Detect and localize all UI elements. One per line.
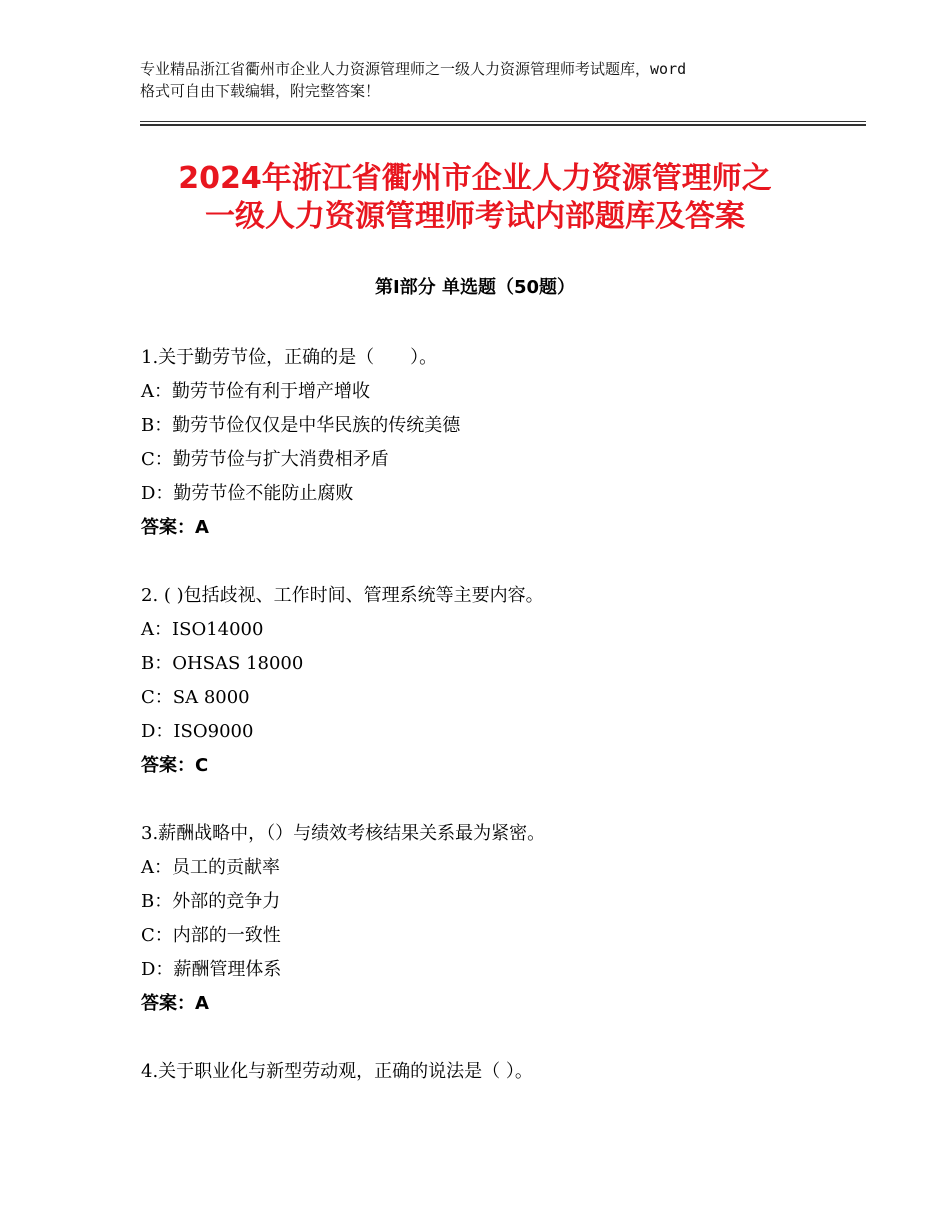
option-c: C：勤劳节俭与扩大消费相矛盾 bbox=[141, 449, 389, 470]
document-title-line-1: 2024年浙江省衢州市企业人力资源管理师之 bbox=[178, 161, 772, 196]
question-stem: 4.关于职业化与新型劳动观，正确的说法是（ ）。 bbox=[141, 1061, 533, 1082]
option-a: A：勤劳节俭有利于增产增收 bbox=[141, 381, 370, 402]
question-1 bbox=[141, 341, 841, 545]
option-b: B：勤劳节俭仅仅是中华民族的传统美德 bbox=[141, 415, 461, 436]
header-note-line-1: 专业精品浙江省衢州市企业人力资源管理师之一级人力资源管理师考试题库，word bbox=[140, 60, 687, 78]
option-c: C：内部的一致性 bbox=[141, 925, 281, 946]
question-3 bbox=[141, 817, 841, 1021]
question-4 bbox=[141, 1055, 841, 1089]
answer-line: 答案：A bbox=[141, 993, 209, 1014]
option-b: B：OHSAS 18000 bbox=[141, 653, 304, 674]
answer-line: 答案：A bbox=[141, 517, 209, 538]
answer-line: 答案：C bbox=[141, 755, 209, 776]
header-divider-thick bbox=[140, 124, 866, 126]
option-d: D：勤劳节俭不能防止腐败 bbox=[141, 483, 354, 504]
question-2 bbox=[141, 579, 841, 783]
question-stem: 1.关于勤劳节俭，正确的是（ ）。 bbox=[141, 347, 438, 368]
question-stem: 3.薪酬战略中，（）与绩效考核结果关系最为紧密。 bbox=[141, 823, 546, 844]
section-title: 第Ⅰ部分 单选题（50题） bbox=[374, 277, 575, 298]
question-list bbox=[141, 341, 841, 1089]
option-c: C：SA 8000 bbox=[141, 687, 250, 708]
option-d: D：ISO9000 bbox=[141, 721, 254, 742]
document-title bbox=[120, 160, 830, 236]
question-stem: 2. ( )包括歧视、工作时间、管理系统等主要内容。 bbox=[141, 585, 544, 606]
option-b: B：外部的竞争力 bbox=[141, 891, 281, 912]
header-divider-thin bbox=[140, 121, 866, 122]
option-a: A：ISO14000 bbox=[141, 619, 264, 640]
header-note bbox=[140, 58, 830, 102]
document-title-line-2: 一级人力资源管理师考试内部题库及答案 bbox=[205, 199, 745, 234]
option-d: D：薪酬管理体系 bbox=[141, 959, 282, 980]
header-note-line-2: 格式可自由下载编辑，附完整答案！ bbox=[140, 82, 381, 100]
option-a: A：员工的贡献率 bbox=[141, 857, 280, 878]
